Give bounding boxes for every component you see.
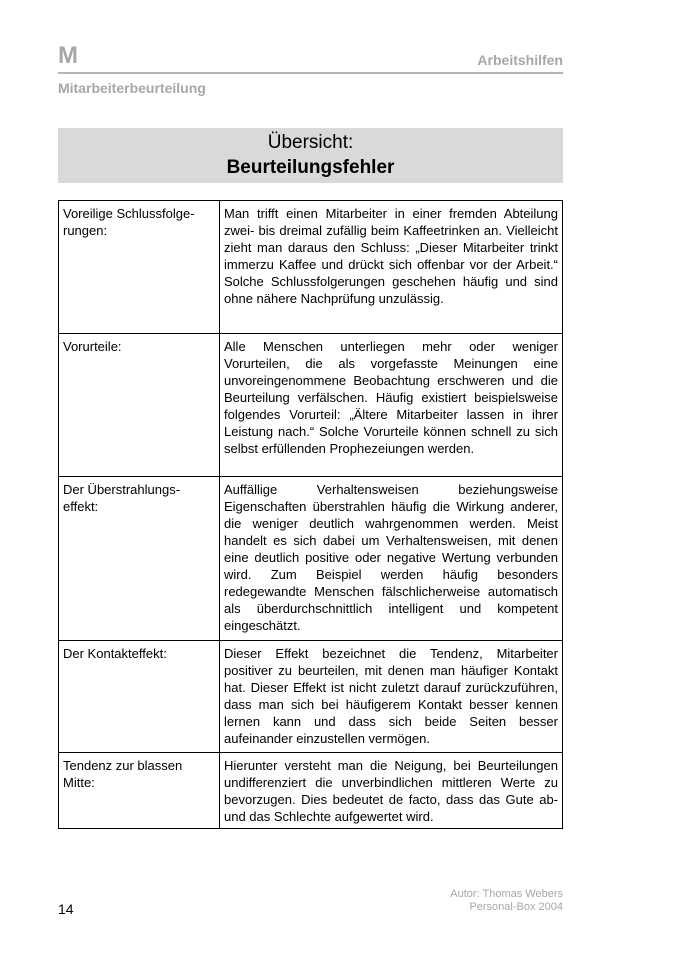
term-cell: Der Überstrahlungs-effekt: [59,477,220,641]
footer-credits [450,888,563,914]
page-title: Beurteilungsfehler [226,157,395,178]
section-label: Arbeitshilfen [477,52,563,68]
table-row [59,334,563,477]
footer-source: Personal-Box 2004 [469,901,563,913]
judgement-errors-table [58,200,563,829]
term-cell: Tendenz zur blassen Mitte: [59,753,220,829]
table-row [59,201,563,334]
header-divider [58,72,563,74]
description-cell: Alle Menschen unterliegen mehr oder weniger Vorurteilen, die als vorgefasste Meinungen eine unvoreingenommene Beobachtung erschweren und die Beurteilung verfälschen. Häufig existiert beispielsweise folgendes Vorurteil: „Ältere Mitarbeiter lassen in ihrer Leistung nach.“ Solche Vorurteile können schnell zu sich selbst erfüllenden Prophezeiungen werden. [220,334,563,477]
term-cell: Der Kontakteffekt: [59,641,220,753]
description-cell: Dieser Effekt bezeichnet die Tendenz, Mitarbeiter positiver zu beurteilen, mit denen man häufiger Kontakt hat. Dieser Effekt ist nicht zuletzt darauf zurückzuführen, dass man sich bei häufigerem Kontakt besser kennen lernen kann und dass sich beide Seiten besser aufeinander einzustellen vermögen. [220,641,563,753]
page-subtitle: Mitarbeiterbeurteilung [58,80,206,96]
description-cell: Auffällige Verhaltensweisen beziehungsweise Eigenschaften überstrahlen häufig die Wirkung anderer, die weniger deutlich wahrgenommen werden. Meist handelt es sich dabei um Verhaltensweisen, mit denen eine deutlich positive oder negative Wertung verbunden wird. Zum Beispiel werden häufig besonders redegewandte Menschen fälschlicherweise automatisch als überdurchschnittlich intelligent und kompetent eingeschätzt. [220,477,563,641]
footer-author: Autor: Thomas Webers [450,888,563,900]
term-cell: Vorurteile: [59,334,220,477]
table-row [59,753,563,829]
section-letter: M [58,42,78,69]
description-cell: Man trifft einen Mitarbeiter in einer fremden Abteilung zwei- bis dreimal zufällig beim Kaffeetrinken an. Vielleicht zieht man daraus den Schluss: „Dieser Mitarbeiter trinkt immerzu Kaffee und drückt sich offenbar vor der Arbeit.“ Solche Schlussfolgerungen geschehen häufig und sind ohne nähere Nachprüfung unzulässig. [220,201,563,334]
table-row [59,477,563,641]
term-cell: Voreilige Schlussfolge-rungen: [59,201,220,334]
description-cell: Hierunter versteht man die Neigung, bei Beurteilungen undifferenziert die unverbindlichen mittleren Werte zu bevorzugen. Dies bedeutet de facto, dass das Gute ab- und das Schlechte aufgewertet wird. [220,753,563,829]
table-row [59,641,563,753]
title-banner [58,128,563,183]
title-overview: Übersicht: [267,132,354,153]
page-number: 14 [58,901,74,917]
